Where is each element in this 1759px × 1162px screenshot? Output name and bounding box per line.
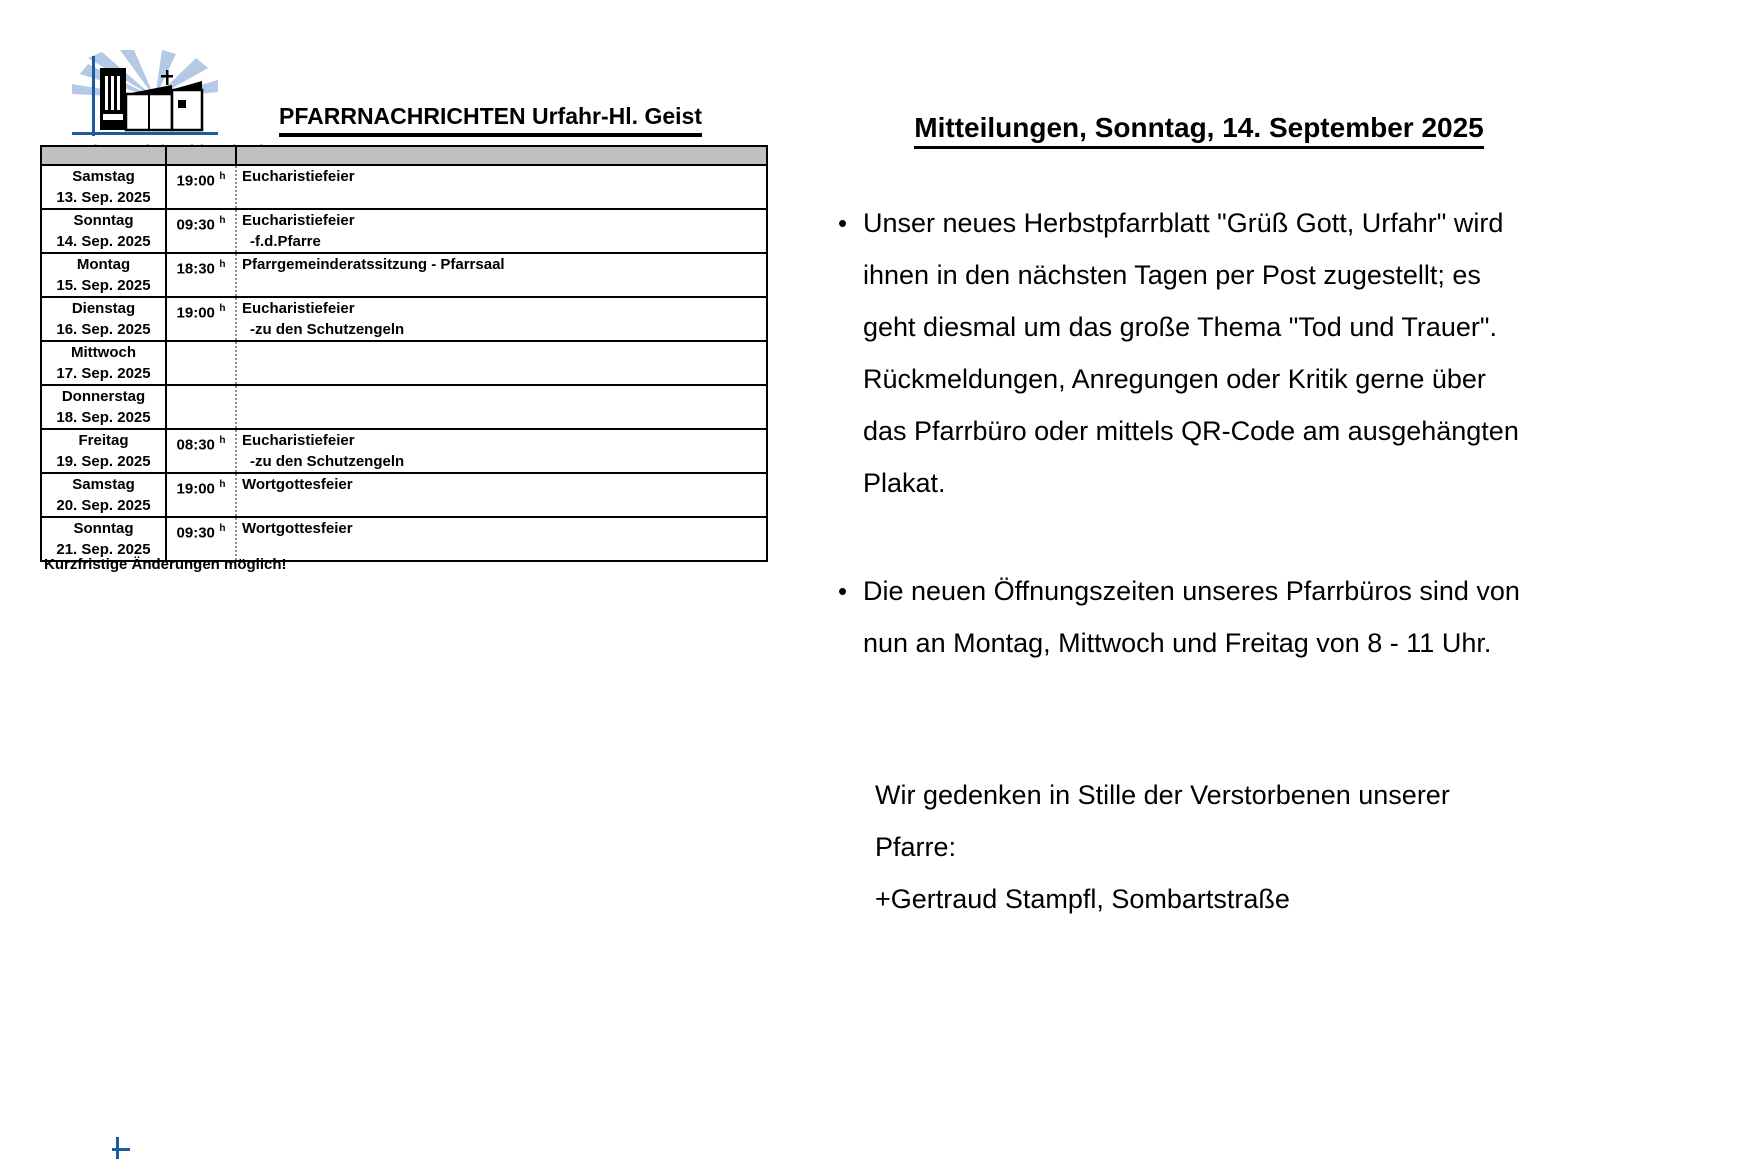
schedule-day: Sonntag <box>73 520 134 537</box>
schedule-day: Mittwoch <box>71 344 136 361</box>
schedule-time: 19:00 <box>176 172 215 190</box>
schedule-day: Sonntag <box>73 212 134 229</box>
schedule-time: 19:00 <box>176 304 215 322</box>
list-item <box>835 565 1525 669</box>
table-row <box>41 385 767 429</box>
schedule-event: Eucharistiefeier <box>242 432 355 449</box>
memorial-text: Wir gedenken in Stille der Verstorbenen unserer Pfarre: <box>875 780 1450 862</box>
schedule-event: Wortgottesfeier <box>242 520 353 537</box>
blue-mark-horizontal <box>112 1148 130 1151</box>
table-row <box>41 165 767 209</box>
announcements-heading: Mitteilungen, Sonntag, 14. September 2025 <box>914 112 1483 149</box>
schedule-day: Donnerstag <box>61 388 146 405</box>
schedule-date: 15. Sep. 2025 <box>56 277 151 294</box>
schedule-date: 18. Sep. 2025 <box>56 409 151 426</box>
schedule-time-unit: h <box>219 479 226 490</box>
bullet-icon: • <box>838 208 848 238</box>
table-row <box>41 429 767 473</box>
table-row <box>41 253 767 297</box>
schedule-event: Eucharistiefeier <box>242 300 355 317</box>
schedule-header-row <box>41 146 767 165</box>
schedule-day: Samstag <box>72 476 135 493</box>
table-row <box>41 297 767 341</box>
announcements-section <box>835 112 1563 925</box>
schedule-table <box>40 145 766 562</box>
list-item <box>835 197 1525 509</box>
schedule-time: 09:30 <box>176 524 215 542</box>
schedule-date: 17. Sep. 2025 <box>56 365 151 382</box>
announcements-list <box>835 197 1563 669</box>
schedule-time-unit: h <box>219 259 226 270</box>
schedule-time: 08:30 <box>176 436 215 454</box>
memorial-deceased-name: +Gertraud Stampfl, Sombartstraße <box>875 884 1290 914</box>
schedule-date: 13. Sep. 2025 <box>56 189 151 206</box>
schedule-time-unit: h <box>219 435 226 446</box>
schedule-event-detail: -zu den Schutzengeln <box>250 321 405 338</box>
schedule-time: 19:00 <box>176 480 215 498</box>
schedule-footnote: Kurzfristige Änderungen möglich! <box>44 556 287 573</box>
schedule-date: 20. Sep. 2025 <box>56 497 151 514</box>
parish-logo <box>70 50 300 157</box>
schedule-time: 18:30 <box>176 260 215 278</box>
schedule-event: Wortgottesfeier <box>242 476 353 493</box>
schedule-date: 14. Sep. 2025 <box>56 233 151 250</box>
table-row <box>41 473 767 517</box>
schedule-day: Dienstag <box>71 300 136 317</box>
table-row <box>41 209 767 253</box>
schedule-event: Eucharistiefeier <box>242 168 355 185</box>
page-title: PFARRNACHRICHTEN Urfahr-Hl. Geist <box>279 103 702 137</box>
schedule-day: Freitag <box>78 432 129 449</box>
table-row <box>41 341 767 385</box>
church-logo-icon <box>70 50 220 142</box>
schedule-date: 16. Sep. 2025 <box>56 321 151 338</box>
page-bottom-blue-mark <box>112 1137 132 1159</box>
announcement-text: Unser neues Herbstpfarrblatt "Grüß Gott, Urfahr" wird ihnen in den nächsten Tagen per Post zugestellt; es geht diesmal um das große Thema "Tod und Trauer". Rückmeldungen, Anregungen oder Kritik gerne über das Pfarrbüro oder mittels QR-Code am ausgehängten Plakat. <box>863 208 1519 498</box>
schedule-event-detail: -f.d.Pfarre <box>250 233 321 250</box>
schedule-date: 21. Sep. 2025 <box>56 541 151 558</box>
schedule-date: 19. Sep. 2025 <box>56 453 151 470</box>
schedule-day: Samstag <box>72 168 135 185</box>
schedule-time-unit: h <box>219 171 226 182</box>
schedule-event: Eucharistiefeier <box>242 212 355 229</box>
schedule-event-detail: -zu den Schutzengeln <box>250 453 405 470</box>
memorial-notice <box>875 769 1537 925</box>
schedule-time-unit: h <box>219 303 226 314</box>
announcement-text: Die neuen Öffnungszeiten unseres Pfarrbüros sind von nun an Montag, Mittwoch und Freitag von 8 - 11 Uhr. <box>863 576 1520 658</box>
schedule-time: 09:30 <box>176 216 215 234</box>
schedule-time-unit: h <box>219 215 226 226</box>
bullet-icon: • <box>838 576 848 606</box>
schedule-time-unit: h <box>219 523 226 534</box>
schedule-event: Pfarrgemeinderatssitzung - Pfarrsaal <box>242 256 505 273</box>
schedule-day: Montag <box>76 256 131 273</box>
table-row <box>41 517 767 561</box>
